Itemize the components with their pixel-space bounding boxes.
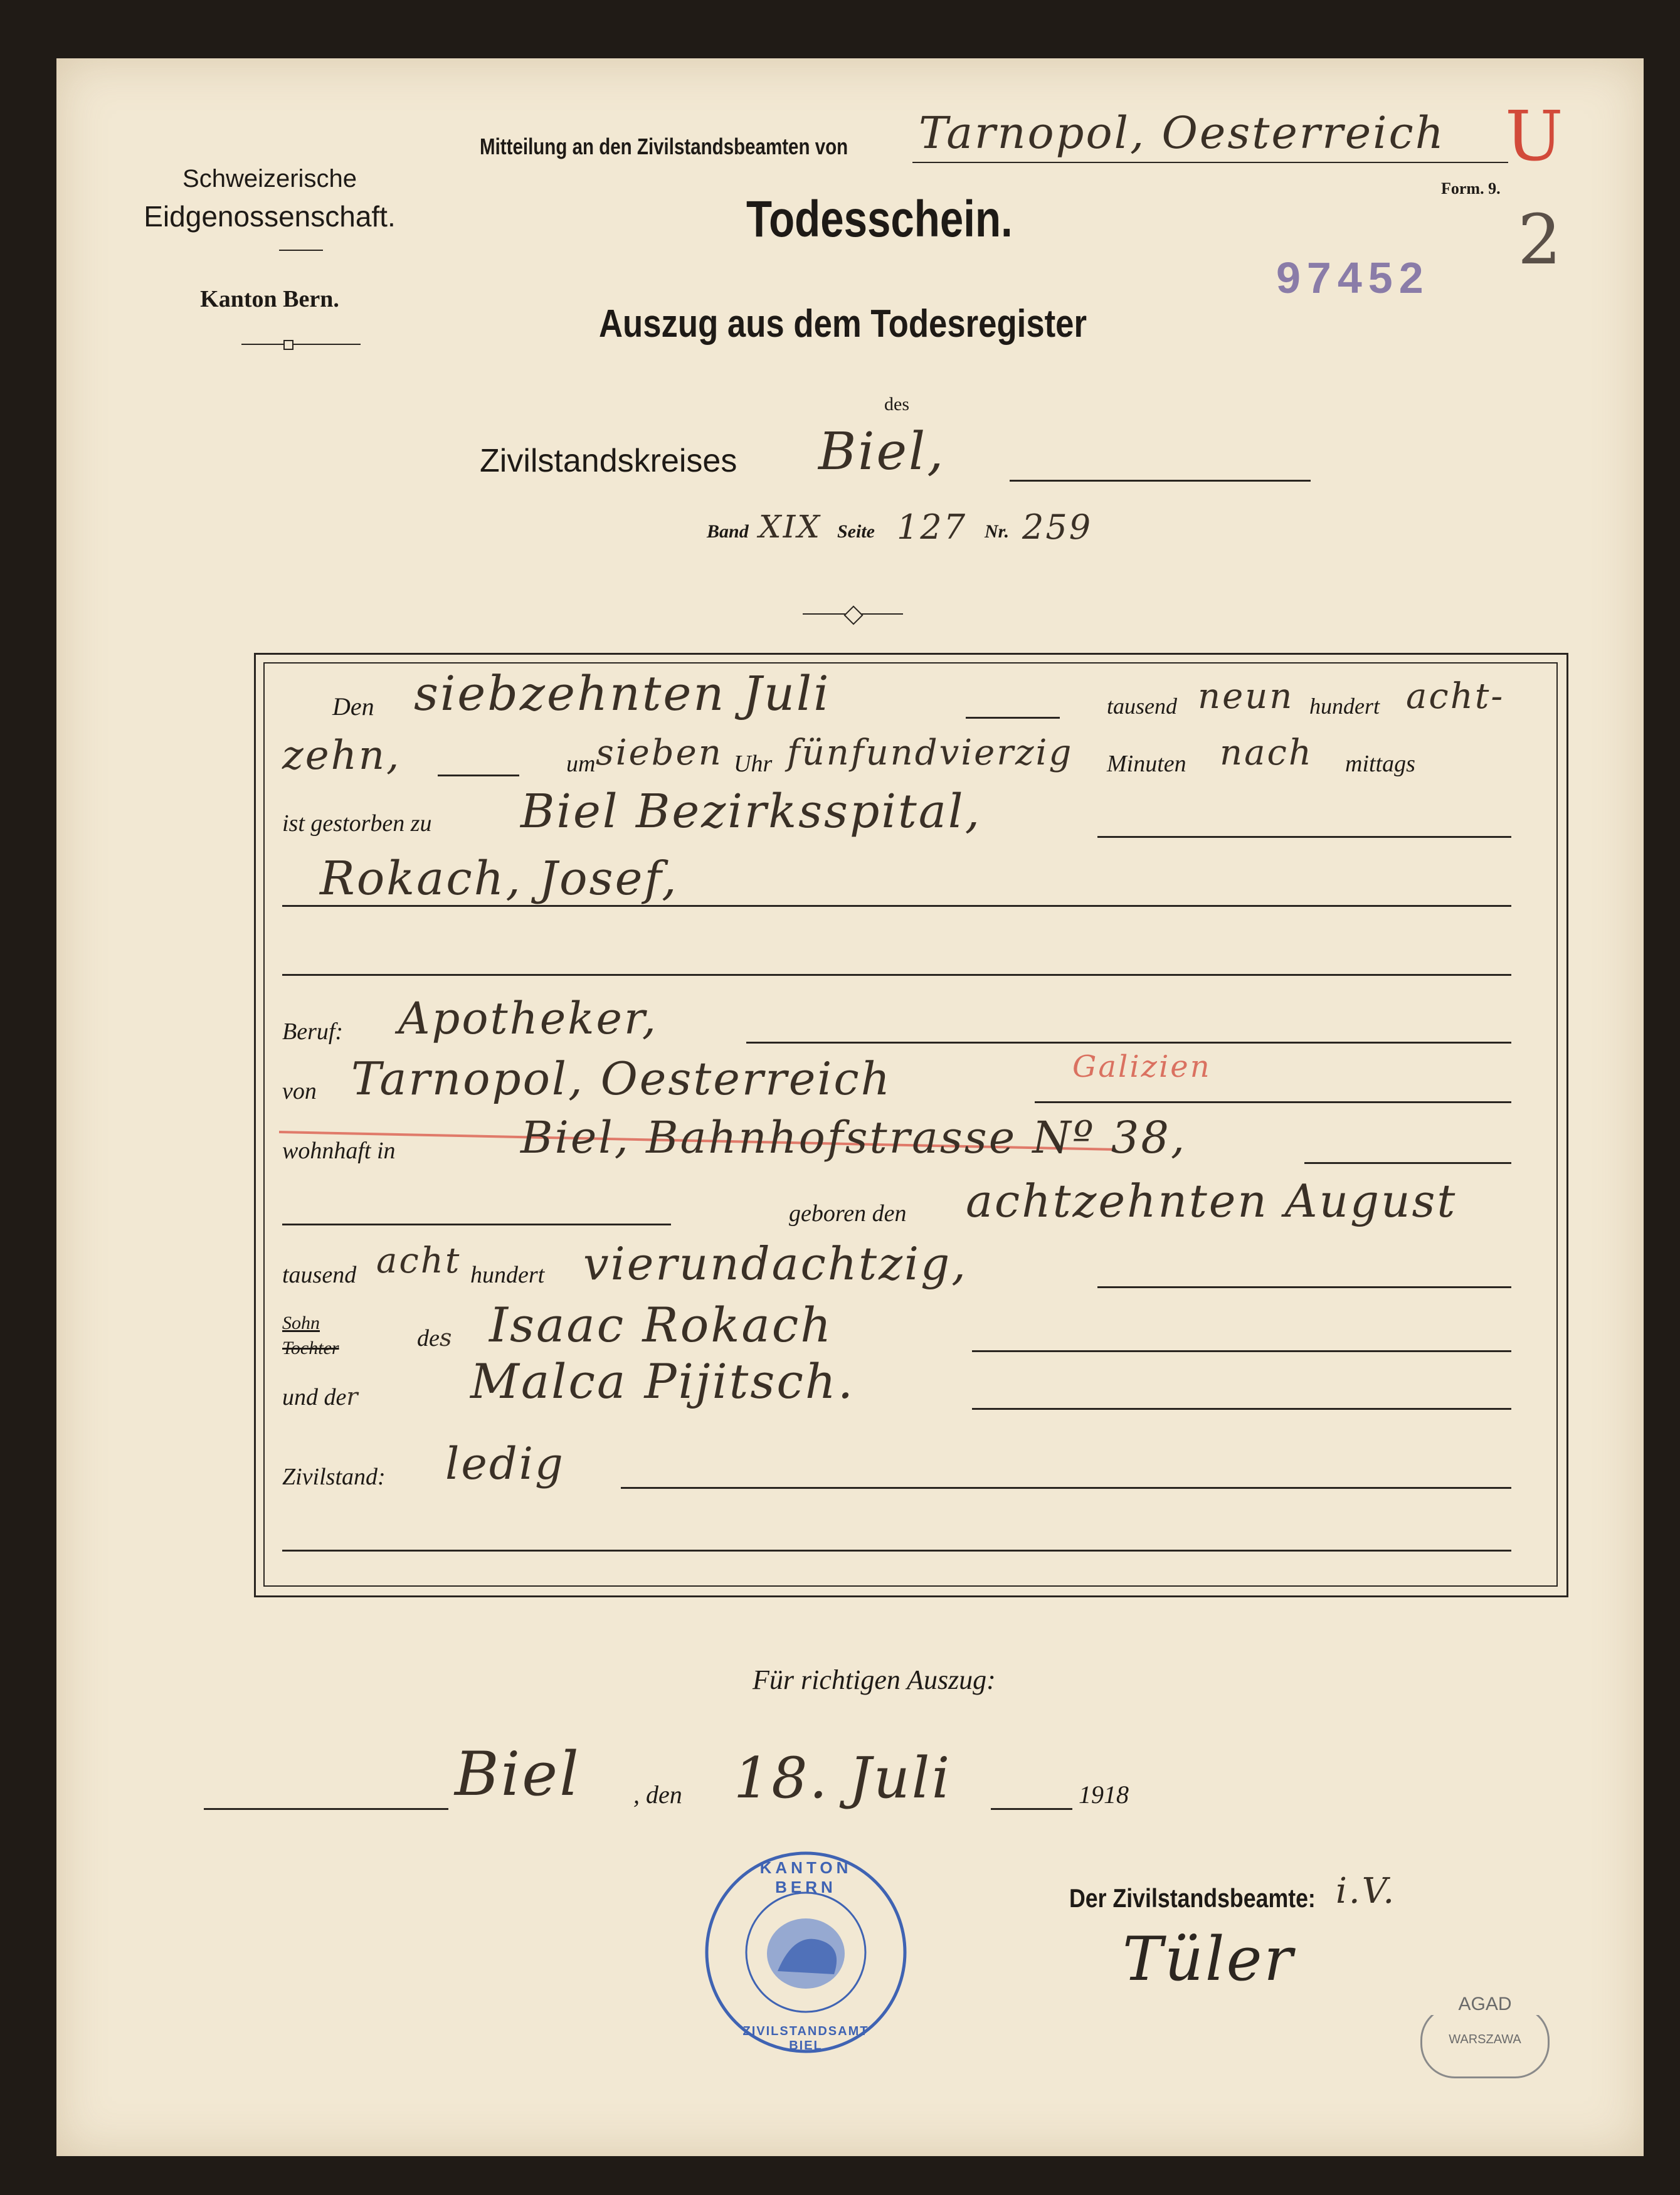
thousand-value: neun — [1198, 676, 1294, 717]
beamte-iv: i.V. — [1336, 1871, 1397, 1912]
und-der-suffix: r — [346, 1383, 360, 1410]
red-mark: U — [1505, 96, 1565, 176]
canton-label: Kanton Bern. — [200, 286, 339, 312]
footer-den-label: , den — [633, 1780, 682, 1809]
seal-outer-text: KANTON BERN — [759, 1858, 852, 1896]
footer-date-line — [991, 1808, 1072, 1810]
birth-year-value: vierundachtzig, — [583, 1237, 968, 1290]
des-label: des — [884, 394, 909, 415]
band-value: XIX — [759, 509, 822, 545]
fuer-label: Für richtigen Auszug: — [753, 1664, 996, 1695]
name-underline — [282, 905, 1511, 907]
kreis-value: Biel, — [818, 422, 946, 482]
document-paper — [56, 58, 1644, 2156]
des-father-label — [417, 1324, 453, 1352]
canton-divider — [241, 344, 361, 345]
um-label: um — [566, 751, 596, 777]
document-subtitle: Auszug aus dem Todesregister — [599, 302, 1087, 346]
zivilstand-value: ledig — [445, 1438, 565, 1489]
zivilstand-label: Zivilstand: — [282, 1464, 386, 1490]
kreis-underline — [1010, 480, 1311, 482]
den-underline — [966, 717, 1060, 719]
pencil-mark: 2 — [1518, 199, 1563, 280]
hundert-label: hundert — [1309, 694, 1380, 719]
archive-stamp-top: AGAD — [1422, 1994, 1548, 2015]
form-number: Form. 9. — [1441, 179, 1501, 198]
father-value: Isaac Rokach — [489, 1297, 833, 1353]
band-label: Band — [707, 521, 749, 542]
mitteilung-value: Tarnopol, Oesterreich — [919, 107, 1445, 159]
date-day-month: siebzehnten Juli — [414, 665, 831, 721]
father-underline — [972, 1350, 1511, 1352]
tausend2-label: tausend — [282, 1262, 357, 1288]
hundert2-label: hundert — [470, 1262, 545, 1288]
footer-year: 1918 — [1079, 1780, 1129, 1809]
hour-value: sieben — [596, 733, 723, 773]
kreis-label: Zivilstandskreises — [480, 443, 737, 479]
vor-nach-value: nach — [1220, 733, 1313, 773]
footer-left-line — [204, 1808, 448, 1810]
mother-underline — [972, 1408, 1511, 1410]
sohn-label: Sohn — [282, 1313, 320, 1333]
wohnhaft-underline — [1304, 1162, 1511, 1164]
deceased-name: Rokach, Josef, — [320, 852, 679, 906]
und-label: und de — [282, 1384, 347, 1410]
org-divider — [279, 250, 323, 251]
beruf-value: Apotheker, — [398, 993, 658, 1044]
uhr-label: Uhr — [734, 751, 773, 777]
birth-year-underline — [1097, 1286, 1511, 1288]
official-seal — [699, 1846, 912, 2059]
geboren-blank — [282, 1224, 671, 1225]
seite-label: Seite — [837, 521, 875, 542]
blank-line-2 — [282, 1550, 1511, 1552]
death-place-underline — [1097, 836, 1511, 838]
des-suffix: s — [439, 1324, 454, 1351]
place-of-death: Biel Bezirksspital, — [520, 785, 982, 838]
geboren-value: achtzehnten August — [966, 1175, 1457, 1227]
wohnhaft-label: wohnhaft in — [282, 1138, 396, 1164]
beamte-label: Der Zivilstandsbeamte: — [1069, 1883, 1316, 1913]
und-der-label — [282, 1383, 360, 1411]
signature: Tüler — [1123, 1924, 1295, 1994]
year-underline — [438, 775, 519, 776]
wohnhaft-value: Biel, Bahnhofstrasse Nº 38, — [520, 1112, 1187, 1163]
minuten-label: Minuten — [1107, 751, 1186, 777]
canton-divider-dot — [283, 340, 293, 350]
ornament-diamond — [843, 605, 863, 625]
den-label: Den — [332, 692, 374, 721]
blank-line-1 — [282, 974, 1511, 976]
seite-value: 127 — [897, 507, 968, 547]
mother-value: Malca Pijitsch. — [470, 1353, 855, 1409]
org-line2: Eidgenossenschaft. — [144, 200, 396, 233]
stamp-number: 97452 — [1276, 253, 1430, 302]
mitteilung-underline — [912, 162, 1508, 163]
gestorben-label: ist gestorben zu — [282, 810, 432, 837]
von-value: Tarnopol, Oesterreich — [351, 1052, 892, 1105]
nr-label: Nr. — [985, 521, 1010, 542]
tausend-label: tausend — [1107, 694, 1177, 719]
von-label: von — [282, 1078, 317, 1104]
mittags-label: mittags — [1345, 751, 1415, 777]
zivilstand-underline — [621, 1487, 1511, 1489]
seal-inner-text: ZIVILSTANDSAMT BIEL — [742, 2024, 869, 2053]
beruf-underline — [746, 1042, 1511, 1044]
mitteilung-label: Mitteilung an den Zivilstandsbeamten von — [480, 134, 848, 159]
org-line1: Schweizerische — [182, 165, 357, 193]
hundert-value: acht- — [1406, 676, 1505, 717]
document-title: Todesschein. — [746, 191, 1013, 248]
des-label: de — [417, 1325, 440, 1351]
footer-date: 18. Juli — [734, 1745, 952, 1811]
geboren-label: geboren den — [789, 1200, 907, 1227]
tochter-label: Tochter — [282, 1338, 339, 1358]
footer-place: Biel — [455, 1739, 581, 1809]
year-cont: zehn, — [282, 733, 401, 779]
beruf-label: Beruf: — [282, 1018, 344, 1045]
von-underline — [1035, 1101, 1511, 1103]
nr-value: 259 — [1022, 507, 1093, 547]
birth-thousand-value: acht — [376, 1240, 462, 1281]
minutes-value: fünfundvierzig — [787, 733, 1074, 773]
von-red-correction: Galizien — [1072, 1049, 1212, 1084]
archive-stamp — [1420, 1994, 1550, 2078]
archive-stamp-bottom: WARSZAWA — [1449, 2033, 1521, 2046]
